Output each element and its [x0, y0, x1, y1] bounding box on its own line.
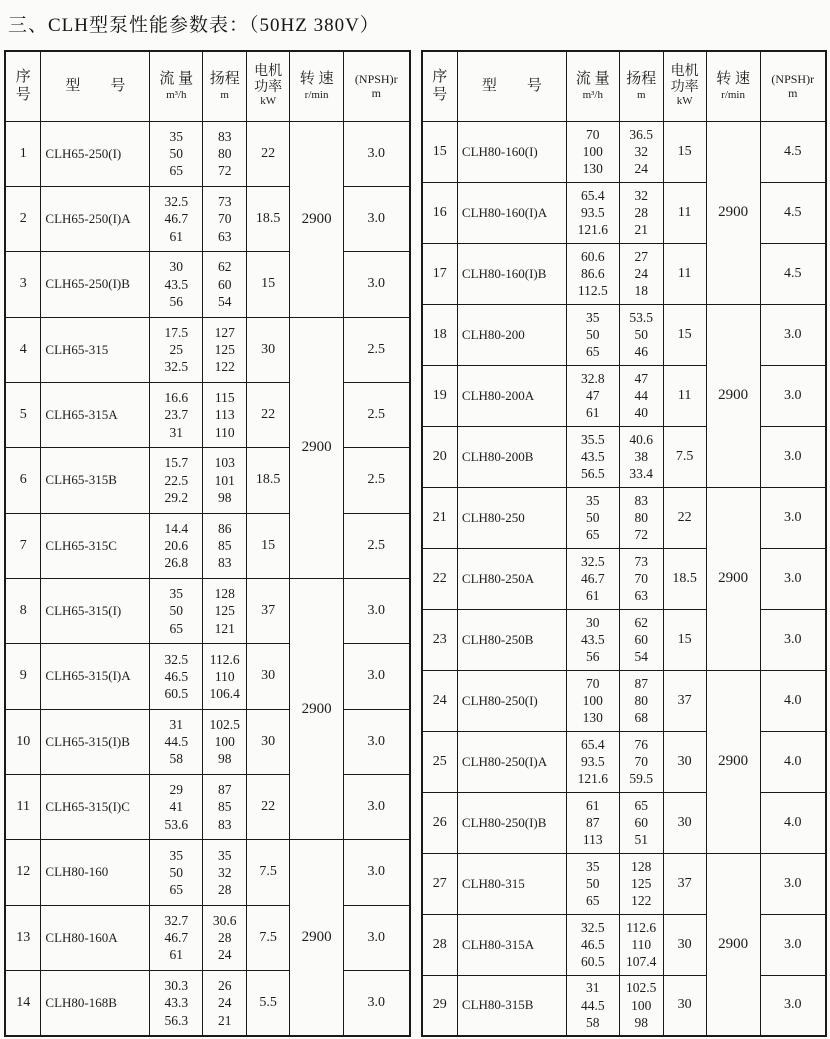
head-cell: 76 70 59.5 [619, 731, 663, 792]
model-cell: CLH80-250A [457, 548, 566, 609]
head-cell: 47 44 40 [619, 365, 663, 426]
power-cell: 15 [247, 252, 290, 317]
model-cell: CLH65-315A [41, 382, 150, 447]
model-cell: CLH80-200 [457, 304, 566, 365]
col-header-speed: 转 速 r/min [290, 51, 344, 121]
flow-cell: 29 41 53.6 [150, 774, 203, 839]
row-index-cell: 10 [5, 709, 41, 774]
power-cell: 30 [247, 644, 290, 709]
flow-cell: 35 50 65 [566, 304, 619, 365]
power-cell: 18.5 [247, 448, 290, 513]
row-index-cell: 16 [422, 182, 458, 243]
row-index-cell: 1 [5, 121, 41, 186]
row-index-cell: 3 [5, 252, 41, 317]
model-cell: CLH80-315 [457, 853, 566, 914]
npsh-cell: 3.0 [344, 252, 410, 317]
row-index-cell: 26 [422, 792, 458, 853]
npsh-cell: 4.0 [760, 792, 826, 853]
row-index-cell: 29 [422, 975, 458, 1036]
model-cell: CLH65-315(I)B [41, 709, 150, 774]
head-cell: 115 113 110 [203, 382, 247, 447]
flow-cell: 70 100 130 [566, 670, 619, 731]
flow-cell: 15.7 22.5 29.2 [150, 448, 203, 513]
col-header-head: 扬程 m [203, 51, 247, 121]
speed-cell: 2900 [706, 853, 760, 1036]
model-cell: CLH65-315 [41, 317, 150, 382]
row-index-cell: 22 [422, 548, 458, 609]
row-index-cell: 8 [5, 578, 41, 643]
row-index-cell: 12 [5, 840, 41, 905]
head-cell: 83 80 72 [203, 121, 247, 186]
npsh-cell: 4.5 [760, 182, 826, 243]
power-cell: 22 [247, 774, 290, 839]
power-cell: 7.5 [247, 840, 290, 905]
table-row [5, 774, 410, 839]
npsh-cell: 3.0 [760, 487, 826, 548]
flow-cell: 35 50 65 [566, 853, 619, 914]
table-row [422, 304, 827, 365]
table-body-left [5, 121, 410, 1036]
table-row [5, 121, 410, 186]
npsh-cell: 3.0 [344, 186, 410, 251]
head-cell: 128 125 122 [619, 853, 663, 914]
col-header-power: 电机 功率 kW [247, 51, 290, 121]
npsh-cell: 2.5 [344, 448, 410, 513]
power-cell: 11 [663, 182, 706, 243]
npsh-cell: 3.0 [760, 914, 826, 975]
table-header [5, 51, 410, 121]
power-cell: 5.5 [247, 970, 290, 1036]
flow-cell: 60.6 86.6 112.5 [566, 243, 619, 304]
head-cell: 36.5 32 24 [619, 121, 663, 182]
table-row [422, 853, 827, 914]
speed-cell: 2900 [706, 487, 760, 670]
model-cell: CLH80-315A [457, 914, 566, 975]
head-cell: 112.6 110 106.4 [203, 644, 247, 709]
flow-cell: 35 50 65 [150, 578, 203, 643]
row-index-cell: 15 [422, 121, 458, 182]
npsh-cell: 3.0 [344, 840, 410, 905]
row-index-cell: 4 [5, 317, 41, 382]
flow-cell: 65.4 93.5 121.6 [566, 182, 619, 243]
row-index-cell: 27 [422, 853, 458, 914]
row-index-cell: 23 [422, 609, 458, 670]
model-cell: CLH65-315B [41, 448, 150, 513]
flow-cell: 65.4 93.5 121.6 [566, 731, 619, 792]
pump-parameter-table-left [4, 50, 411, 1037]
model-cell: CLH65-315(I)C [41, 774, 150, 839]
model-cell: CLH80-160(I) [457, 121, 566, 182]
npsh-cell: 3.0 [760, 853, 826, 914]
npsh-cell: 3.0 [344, 644, 410, 709]
flow-cell: 35 50 65 [150, 840, 203, 905]
row-index-cell: 14 [5, 970, 41, 1036]
table-row [5, 252, 410, 317]
head-cell: 53.5 50 46 [619, 304, 663, 365]
model-cell: CLH80-250 [457, 487, 566, 548]
flow-cell: 32.5 46.5 60.5 [566, 914, 619, 975]
power-cell: 11 [663, 243, 706, 304]
table-row [5, 644, 410, 709]
npsh-cell: 3.0 [344, 578, 410, 643]
model-cell: CLH80-250B [457, 609, 566, 670]
model-cell: CLH65-250(I)B [41, 252, 150, 317]
table-row [422, 975, 827, 1036]
power-cell: 15 [663, 609, 706, 670]
flow-cell: 16.6 23.7 31 [150, 382, 203, 447]
flow-cell: 32.7 46.7 61 [150, 905, 203, 970]
flow-cell: 30 43.5 56 [150, 252, 203, 317]
model-cell: CLH65-315(I) [41, 578, 150, 643]
flow-cell: 14.4 20.6 26.8 [150, 513, 203, 578]
col-header-index: 序 号 [5, 51, 41, 121]
speed-cell: 2900 [290, 578, 344, 839]
npsh-cell: 3.0 [760, 975, 826, 1036]
row-index-cell: 21 [422, 487, 458, 548]
model-cell: CLH65-250(I)A [41, 186, 150, 251]
head-cell: 103 101 98 [203, 448, 247, 513]
table-row [422, 121, 827, 182]
power-cell: 15 [663, 304, 706, 365]
head-cell: 83 80 72 [619, 487, 663, 548]
power-cell: 37 [663, 670, 706, 731]
head-cell: 62 60 54 [203, 252, 247, 317]
table-row [422, 792, 827, 853]
npsh-cell: 4.5 [760, 121, 826, 182]
col-header-model: 型 号 [41, 51, 150, 121]
table-row [422, 609, 827, 670]
tables-container [4, 50, 827, 1037]
table-row [5, 578, 410, 643]
head-cell: 86 85 83 [203, 513, 247, 578]
head-cell: 26 24 21 [203, 970, 247, 1036]
flow-cell: 17.5 25 32.5 [150, 317, 203, 382]
npsh-cell: 3.0 [344, 905, 410, 970]
table-row [422, 670, 827, 731]
flow-cell: 30.3 43.3 56.3 [150, 970, 203, 1036]
col-header-index: 序 号 [422, 51, 458, 121]
row-index-cell: 25 [422, 731, 458, 792]
table-row [422, 365, 827, 426]
table-row [5, 317, 410, 382]
table-row [5, 840, 410, 905]
table-header [422, 51, 827, 121]
head-cell: 102.5 100 98 [203, 709, 247, 774]
model-cell: CLH80-160 [41, 840, 150, 905]
table-row [422, 548, 827, 609]
npsh-cell: 4.5 [760, 243, 826, 304]
table-row [422, 731, 827, 792]
model-cell: CLH65-315C [41, 513, 150, 578]
pump-parameter-table-right [421, 50, 828, 1037]
npsh-cell: 3.0 [344, 121, 410, 186]
row-index-cell: 20 [422, 426, 458, 487]
power-cell: 30 [247, 317, 290, 382]
npsh-cell: 3.0 [344, 970, 410, 1036]
model-cell: CLH80-168B [41, 970, 150, 1036]
row-index-cell: 11 [5, 774, 41, 839]
speed-cell: 2900 [290, 840, 344, 1036]
model-cell: CLH80-250(I)A [457, 731, 566, 792]
power-cell: 7.5 [663, 426, 706, 487]
table-row [5, 513, 410, 578]
head-cell: 87 80 68 [619, 670, 663, 731]
npsh-cell: 3.0 [760, 304, 826, 365]
row-index-cell: 24 [422, 670, 458, 731]
row-index-cell: 19 [422, 365, 458, 426]
power-cell: 18.5 [247, 186, 290, 251]
npsh-cell: 3.0 [760, 548, 826, 609]
row-index-cell: 17 [422, 243, 458, 304]
npsh-cell: 4.0 [760, 670, 826, 731]
power-cell: 15 [663, 121, 706, 182]
speed-cell: 2900 [706, 670, 760, 853]
row-index-cell: 13 [5, 905, 41, 970]
model-cell: CLH80-160A [41, 905, 150, 970]
table-row [422, 243, 827, 304]
table-row [422, 487, 827, 548]
power-cell: 22 [247, 382, 290, 447]
row-index-cell: 9 [5, 644, 41, 709]
flow-cell: 30 43.5 56 [566, 609, 619, 670]
npsh-cell: 4.0 [760, 731, 826, 792]
model-cell: CLH80-160(I)B [457, 243, 566, 304]
row-index-cell: 2 [5, 186, 41, 251]
flow-cell: 70 100 130 [566, 121, 619, 182]
table-row [5, 382, 410, 447]
page-title: 三、CLH型泵性能参数表：（50HZ 380V） [8, 15, 380, 36]
model-cell: CLH80-250(I) [457, 670, 566, 731]
power-cell: 22 [247, 121, 290, 186]
head-cell: 73 70 63 [203, 186, 247, 251]
power-cell: 30 [247, 709, 290, 774]
col-header-power: 电机 功率 kW [663, 51, 706, 121]
table-row [422, 426, 827, 487]
head-cell: 127 125 122 [203, 317, 247, 382]
npsh-cell: 3.0 [760, 426, 826, 487]
power-cell: 37 [247, 578, 290, 643]
npsh-cell: 3.0 [760, 365, 826, 426]
col-header-speed: 转 速 r/min [706, 51, 760, 121]
table-row [5, 970, 410, 1036]
npsh-cell: 2.5 [344, 317, 410, 382]
speed-cell: 2900 [290, 317, 344, 578]
head-cell: 27 24 18 [619, 243, 663, 304]
power-cell: 30 [663, 792, 706, 853]
model-cell: CLH65-315(I)A [41, 644, 150, 709]
col-header-flow: 流 量 m³/h [150, 51, 203, 121]
row-index-cell: 5 [5, 382, 41, 447]
table-row [5, 448, 410, 513]
model-cell: CLH80-250(I)B [457, 792, 566, 853]
head-cell: 102.5 100 98 [619, 975, 663, 1036]
power-cell: 18.5 [663, 548, 706, 609]
power-cell: 7.5 [247, 905, 290, 970]
power-cell: 15 [247, 513, 290, 578]
power-cell: 30 [663, 975, 706, 1036]
col-header-model: 型 号 [457, 51, 566, 121]
flow-cell: 61 87 113 [566, 792, 619, 853]
power-cell: 30 [663, 731, 706, 792]
table-row [5, 905, 410, 970]
table-body-right [422, 121, 827, 1036]
flow-cell: 32.5 46.5 60.5 [150, 644, 203, 709]
col-header-npsh: (NPSH)r m [344, 51, 410, 121]
flow-cell: 35 50 65 [566, 487, 619, 548]
power-cell: 37 [663, 853, 706, 914]
model-cell: CLH80-200B [457, 426, 566, 487]
flow-cell: 32.5 46.7 61 [150, 186, 203, 251]
power-cell: 11 [663, 365, 706, 426]
flow-cell: 31 44.5 58 [566, 975, 619, 1036]
npsh-cell: 2.5 [344, 513, 410, 578]
row-index-cell: 7 [5, 513, 41, 578]
flow-cell: 32.5 46.7 61 [566, 548, 619, 609]
head-cell: 62 60 54 [619, 609, 663, 670]
head-cell: 87 85 83 [203, 774, 247, 839]
power-cell: 30 [663, 914, 706, 975]
head-cell: 73 70 63 [619, 548, 663, 609]
row-index-cell: 18 [422, 304, 458, 365]
col-header-head: 扬程 m [619, 51, 663, 121]
flow-cell: 31 44.5 58 [150, 709, 203, 774]
table-row [5, 709, 410, 774]
col-header-npsh: (NPSH)r m [760, 51, 826, 121]
flow-cell: 32.8 47 61 [566, 365, 619, 426]
npsh-cell: 2.5 [344, 382, 410, 447]
flow-cell: 35.5 43.5 56.5 [566, 426, 619, 487]
head-cell: 128 125 121 [203, 578, 247, 643]
table-row [422, 182, 827, 243]
speed-cell: 2900 [706, 121, 760, 304]
head-cell: 35 32 28 [203, 840, 247, 905]
table-row [5, 186, 410, 251]
head-cell: 40.6 38 33.4 [619, 426, 663, 487]
model-cell: CLH80-160(I)A [457, 182, 566, 243]
power-cell: 22 [663, 487, 706, 548]
col-header-flow: 流 量 m³/h [566, 51, 619, 121]
head-cell: 32 28 21 [619, 182, 663, 243]
npsh-cell: 3.0 [760, 609, 826, 670]
npsh-cell: 3.0 [344, 709, 410, 774]
table-row [422, 914, 827, 975]
head-cell: 112.6 110 107.4 [619, 914, 663, 975]
head-cell: 65 60 51 [619, 792, 663, 853]
flow-cell: 35 50 65 [150, 121, 203, 186]
row-index-cell: 28 [422, 914, 458, 975]
speed-cell: 2900 [290, 121, 344, 317]
model-cell: CLH80-315B [457, 975, 566, 1036]
model-cell: CLH65-250(I) [41, 121, 150, 186]
head-cell: 30.6 28 24 [203, 905, 247, 970]
npsh-cell: 3.0 [344, 774, 410, 839]
row-index-cell: 6 [5, 448, 41, 513]
model-cell: CLH80-200A [457, 365, 566, 426]
speed-cell: 2900 [706, 304, 760, 487]
